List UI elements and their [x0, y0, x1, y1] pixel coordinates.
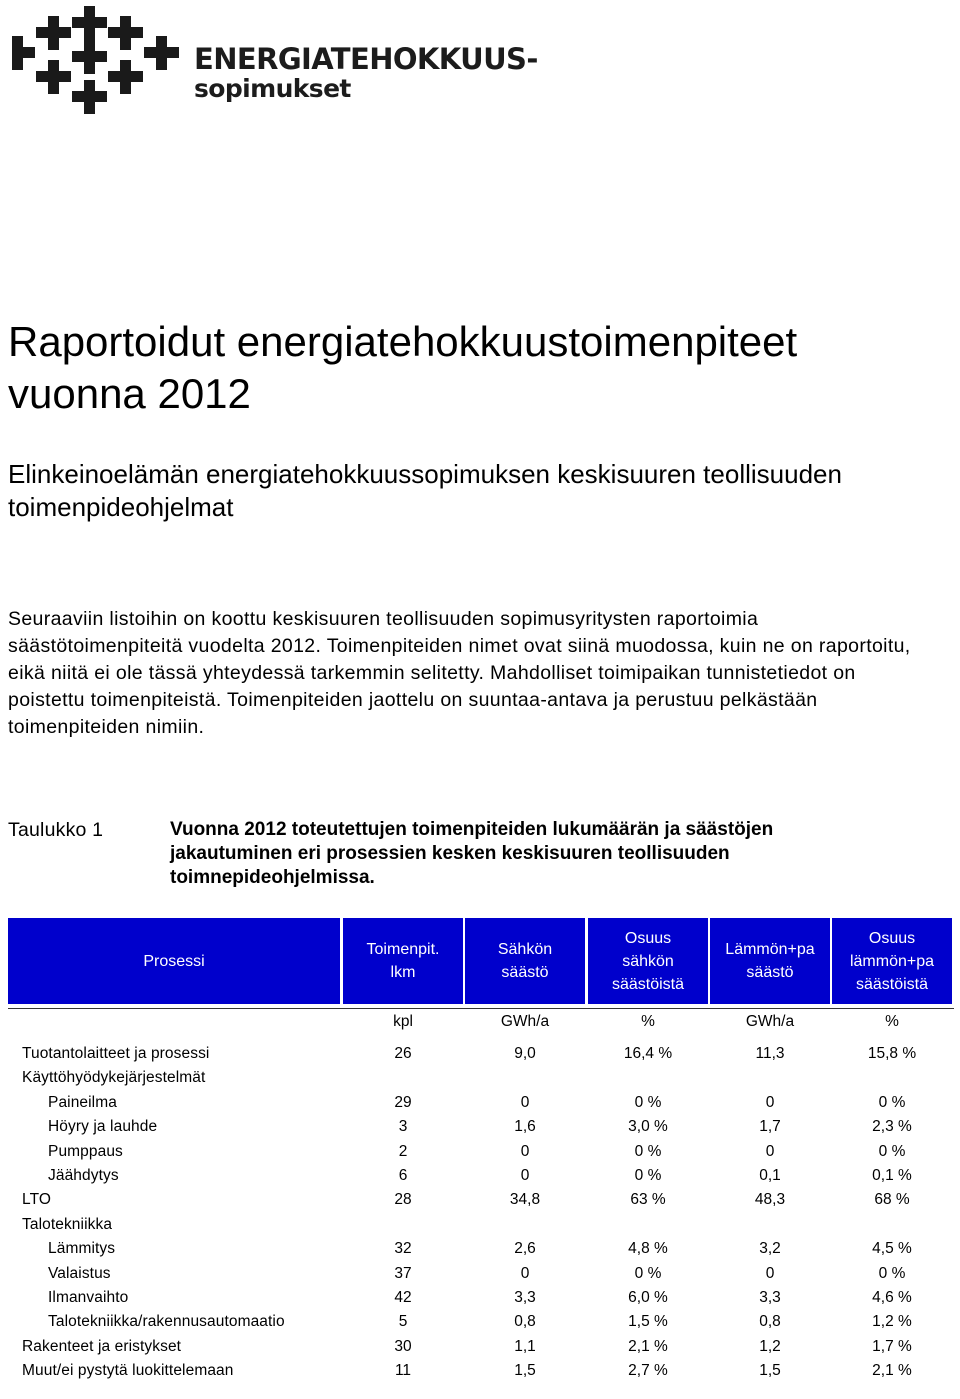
row-value: 2,1 % — [872, 1362, 912, 1379]
row-value: 0 % — [878, 1143, 906, 1160]
unit-cell: GWh/a — [500, 1013, 550, 1030]
row-value: 30 — [394, 1338, 412, 1355]
row-value: 29 — [394, 1094, 412, 1111]
row-value: 1,5 — [759, 1362, 781, 1379]
row-value: 0,1 — [759, 1167, 781, 1184]
row-label: Tuotantolaitteet ja prosessi — [22, 1045, 210, 1062]
row-value: 63 % — [630, 1191, 666, 1208]
row-value: 1,5 % — [628, 1313, 668, 1330]
row-value: 3,0 % — [628, 1118, 668, 1135]
row-value: 48,3 — [754, 1191, 786, 1208]
row-label: Pumppaus — [48, 1143, 123, 1160]
row-value: 0 % — [634, 1094, 662, 1111]
row-value: 3,3 — [514, 1289, 536, 1306]
row-value: 0 — [765, 1094, 775, 1111]
logo-wordmark-line1: ENERGIATEHOKKUUS- — [194, 42, 538, 76]
row-value: 1,6 — [514, 1118, 536, 1135]
row-value: 0 % — [878, 1094, 906, 1111]
row-value: 42 — [394, 1289, 412, 1306]
row-value: 0 — [520, 1265, 530, 1282]
row-value: 0,8 — [759, 1313, 781, 1330]
row-value: 32 — [394, 1240, 412, 1257]
row-value: 1,7 % — [872, 1338, 912, 1355]
row-value: 0 — [520, 1094, 530, 1111]
row-value: 11 — [394, 1362, 412, 1379]
row-value: 0 — [520, 1143, 530, 1160]
row-value: 0 % — [634, 1265, 662, 1282]
row-value: 5 — [398, 1313, 408, 1330]
table-row — [0, 1262, 960, 1286]
row-value: 0,1 % — [872, 1167, 912, 1184]
row-value: 2 — [398, 1143, 408, 1160]
table-row — [0, 1066, 960, 1090]
row-label: Jäähdytys — [48, 1167, 119, 1184]
header-toimenpit-lkm: Toimenpit. lkm — [343, 918, 463, 1004]
unit-cell: % — [885, 1013, 899, 1030]
row-value: 9,0 — [514, 1045, 536, 1062]
row-label: Rakenteet ja eristykset — [22, 1338, 182, 1355]
row-label: LTO — [22, 1191, 52, 1208]
row-label: Käyttöhyödykejärjestelmät — [22, 1069, 206, 1086]
units-row — [0, 1010, 960, 1034]
table-row — [0, 1188, 960, 1212]
row-value: 68 % — [874, 1191, 910, 1208]
table-row — [0, 1115, 960, 1139]
row-value: 2,6 — [514, 1240, 536, 1257]
logo — [12, 2, 538, 118]
row-value: 2,7 % — [628, 1362, 668, 1379]
row-value: 0 % — [634, 1167, 662, 1184]
unit-cell: kpl — [393, 1013, 413, 1030]
table-header — [0, 918, 960, 1004]
table-row — [0, 1310, 960, 1334]
row-value: 3,3 — [759, 1289, 781, 1306]
header-lammon-saasto: Lämmön+pa säästö — [710, 918, 830, 1004]
row-value: 1,2 % — [872, 1313, 912, 1330]
row-value: 2,3 % — [872, 1118, 912, 1135]
row-value: 0 % — [878, 1265, 906, 1282]
header-osuus-lammon: Osuus lämmön+pa säästöistä — [832, 918, 952, 1004]
header-sahkon-saasto: Sähkön säästö — [465, 918, 585, 1004]
row-label: Talotekniikka/rakennusautomaatio — [48, 1313, 285, 1330]
row-value: 4,5 % — [872, 1240, 912, 1257]
intro-paragraph: Seuraaviin listoihin on koottu keskisuuren teollisuuden sopimusyritysten raportoimia säästötoimenpiteitä vuodelta 2012. Toimenpiteiden nimet ovat siinä muodossa, kuin ne on raportoitu, eikä niitä ei ole tässä yhteydessä tarkemmin selitetty. Mahdolliset toimipaikan tunnistetiedot on poistettu toimenpiteistä. Toimenpiteiden jaottelu on suuntaa-antava ja perustuu pelkästään toimenpiteiden nimiin. — [8, 608, 911, 738]
row-value: 1,5 — [514, 1362, 536, 1379]
unit-cell: GWh/a — [745, 1013, 795, 1030]
table-row — [0, 1359, 960, 1383]
row-value: 37 — [394, 1265, 412, 1282]
row-value: 0 — [765, 1265, 775, 1282]
row-label: Muut/ei pystytä luokittelemaan — [22, 1362, 234, 1379]
row-label: Ilmanvaihto — [48, 1289, 129, 1306]
row-value: 1,7 — [759, 1118, 781, 1135]
row-value: 1,2 — [759, 1338, 781, 1355]
row-value: 4,6 % — [872, 1289, 912, 1306]
page-subtitle: Elinkeinoelämän energiatehokkuussopimuksen keskisuuren teollisuuden toimenpideohjelmat — [8, 459, 842, 522]
row-value: 1,1 — [514, 1338, 536, 1355]
row-value: 0 % — [634, 1143, 662, 1160]
row-label: Valaistus — [48, 1265, 111, 1282]
table-row — [0, 1335, 960, 1359]
table-divider — [8, 1008, 954, 1009]
row-value: 4,8 % — [628, 1240, 668, 1257]
row-value: 15,8 % — [867, 1045, 917, 1062]
table-row — [0, 1213, 960, 1237]
logo-crosses-icon — [12, 2, 192, 118]
table-row — [0, 1140, 960, 1164]
row-value: 16,4 % — [623, 1045, 673, 1062]
row-value: 28 — [394, 1191, 412, 1208]
row-value: 3,2 — [759, 1240, 781, 1257]
table-caption-label: Taulukko 1 — [8, 819, 104, 841]
row-value: 0,8 — [514, 1313, 536, 1330]
row-value: 6 — [398, 1167, 408, 1184]
table-row — [0, 1042, 960, 1066]
table-row — [0, 1286, 960, 1310]
row-label: Paineilma — [48, 1094, 117, 1111]
row-value: 2,1 % — [628, 1338, 668, 1355]
row-value: 6,0 % — [628, 1289, 668, 1306]
row-value: 0 — [520, 1167, 530, 1184]
page-title: Raportoidut energiatehokkuustoimenpiteet vuonna 2012 — [8, 318, 798, 417]
unit-cell: % — [641, 1013, 655, 1030]
row-label: Talotekniikka — [22, 1216, 113, 1233]
row-value: 26 — [394, 1045, 412, 1062]
logo-wordmark-line2: sopimukset — [194, 74, 351, 103]
row-value: 11,3 — [755, 1045, 785, 1062]
table-row — [0, 1091, 960, 1115]
row-value: 0 — [765, 1143, 775, 1160]
row-value: 34,8 — [509, 1191, 541, 1208]
row-value: 3 — [398, 1118, 408, 1135]
row-label: Höyry ja lauhde — [48, 1118, 158, 1135]
header-prosessi: Prosessi — [8, 918, 340, 1004]
header-osuus-sahkon: Osuus sähkön säästöistä — [588, 918, 708, 1004]
table-row — [0, 1237, 960, 1261]
table-row — [0, 1164, 960, 1188]
table-caption-text: Vuonna 2012 toteutettujen toimenpiteiden lukumäärän ja säästöjen jakautuminen eri prosessien kesken keskisuuren teollisuuden toimnepideohjelmissa. — [170, 819, 774, 888]
row-label: Lämmitys — [48, 1240, 116, 1257]
